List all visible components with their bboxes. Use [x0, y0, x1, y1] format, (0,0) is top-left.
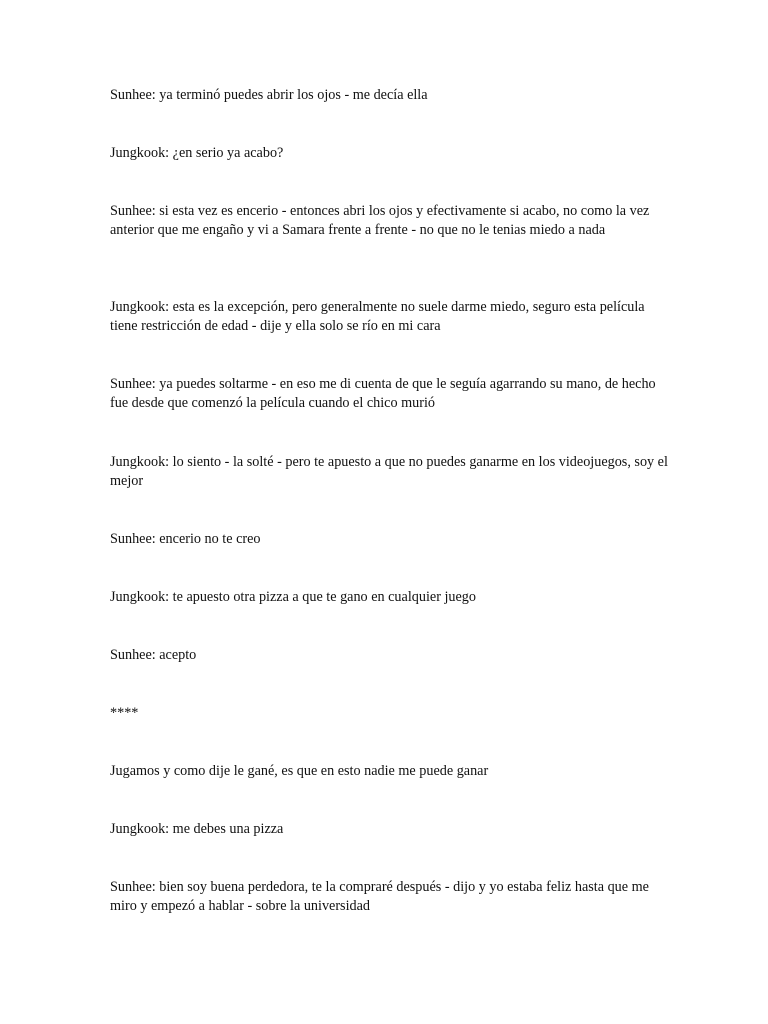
- paragraph-7: Sunhee: encerio no te creo: [110, 531, 261, 547]
- paragraph-12: Sunhee: bien soy buena perdedora, te la compraré después - dijo y yo estaba feliz hasta que me miro y empezó a hablar - sobre la universidad: [110, 879, 649, 914]
- paragraph-11: Jungkook: me debes una pizza: [110, 821, 284, 837]
- paragraph-4: Jungkook: esta es la excepción, pero generalmente no suele darme miedo, seguro esta película tiene restricción de edad - dije y ella solo se río en mi cara: [110, 299, 645, 334]
- paragraph-2: Jungkook: ¿en serio ya acabo?: [110, 145, 284, 161]
- paragraph-6: Jungkook: lo siento - la solté - pero te apuesto a que no puedes ganarme en los videojuegos, soy el mejor: [110, 454, 668, 489]
- scene-break: ****: [110, 705, 139, 721]
- paragraph-8: Jungkook: te apuesto otra pizza a que te gano en cualquier juego: [110, 589, 476, 605]
- paragraph-10: Jugamos y como dije le gané, es que en esto nadie me puede ganar: [110, 763, 489, 779]
- paragraph-9: Sunhee: acepto: [110, 647, 197, 663]
- paragraph-1: Sunhee: ya terminó puedes abrir los ojos - me decía ella: [110, 87, 428, 103]
- paragraph-3: Sunhee: si esta vez es encerio - entonces abri los ojos y efectivamente si acabo, no como la vez anterior que me engaño y vi a Samara frente a frente - no que no le tenias miedo a nada: [110, 203, 650, 238]
- paragraph-5: Sunhee: ya puedes soltarme - en eso me di cuenta de que le seguía agarrando su mano, de hecho fue desde que comenzó la película cuando el chico murió: [110, 376, 656, 411]
